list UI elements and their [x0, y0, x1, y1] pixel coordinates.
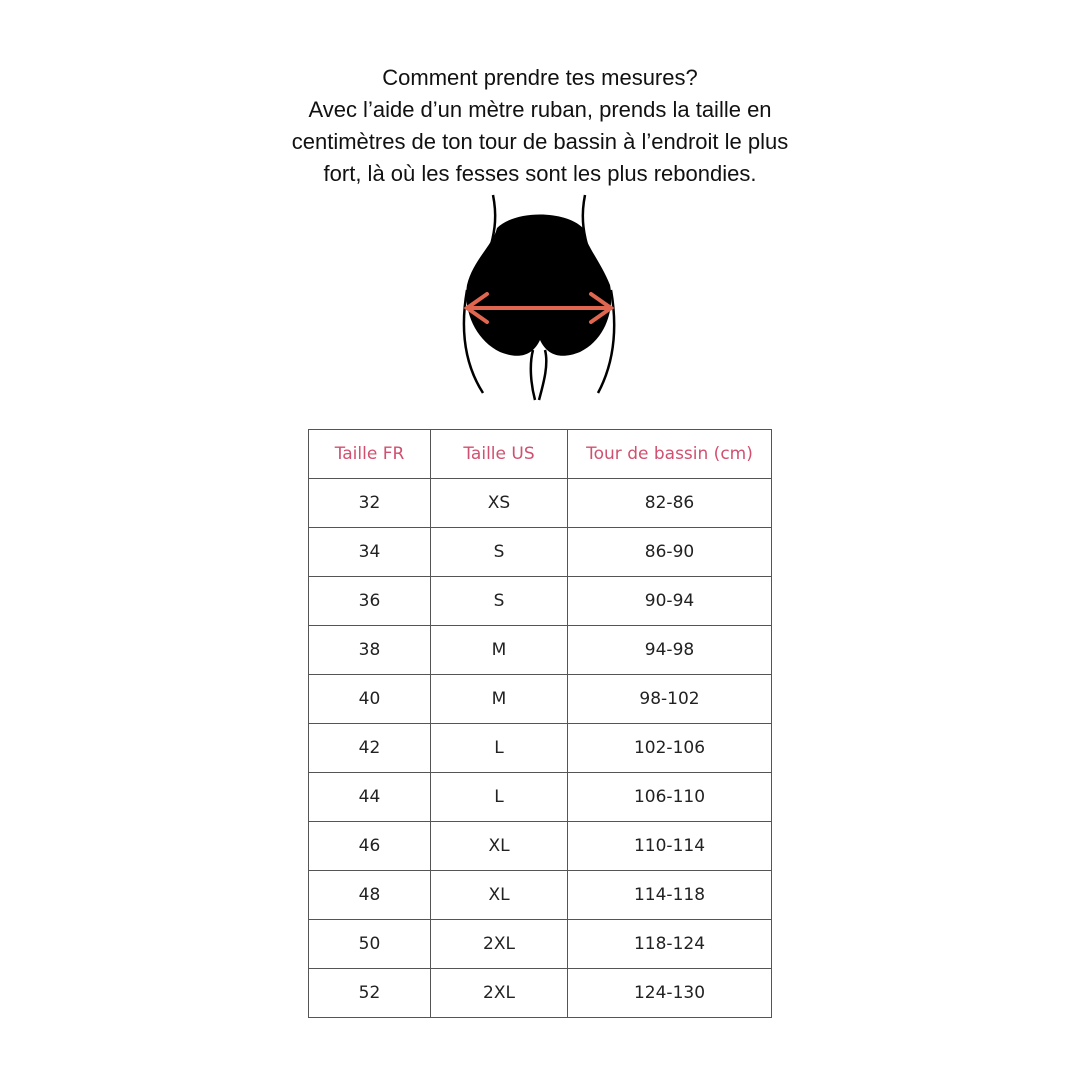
table-row: [309, 920, 772, 969]
cell-taille-us: XS: [431, 479, 568, 528]
table-row: [309, 479, 772, 528]
cell-taille-us: L: [431, 724, 568, 773]
cell-taille-fr: 34: [309, 528, 431, 577]
cell-tour-de-bassin: 86-90: [568, 528, 772, 577]
instructions-line: centimètres de ton tour de bassin à l’endroit le plus: [291, 129, 789, 154]
header-taille-fr: Taille FR: [309, 430, 431, 479]
hip-measurement-figure: [455, 190, 625, 405]
cell-tour-de-bassin: 102-106: [568, 724, 772, 773]
cell-taille-fr: 36: [309, 577, 431, 626]
cell-tour-de-bassin: 82-86: [568, 479, 772, 528]
cell-taille-fr: 48: [309, 871, 431, 920]
cell-taille-fr: 52: [309, 969, 431, 1018]
cell-taille-fr: 46: [309, 822, 431, 871]
table-row: [309, 773, 772, 822]
cell-tour-de-bassin: 94-98: [568, 626, 772, 675]
table-row: [309, 724, 772, 773]
table-row: [309, 528, 772, 577]
instructions-line: fort, là où les fesses sont les plus rebondies.: [323, 161, 757, 186]
cell-taille-fr: 42: [309, 724, 431, 773]
cell-taille-us: S: [431, 528, 568, 577]
cell-taille-us: XL: [431, 822, 568, 871]
cell-tour-de-bassin: 110-114: [568, 822, 772, 871]
instructions-title: Comment prendre tes mesures?: [382, 65, 698, 90]
table-header-row: [309, 430, 772, 479]
cell-tour-de-bassin: 106-110: [568, 773, 772, 822]
table-row: [309, 969, 772, 1018]
cell-taille-fr: 32: [309, 479, 431, 528]
cell-tour-de-bassin: 98-102: [568, 675, 772, 724]
cell-tour-de-bassin: 90-94: [568, 577, 772, 626]
table-row: [309, 675, 772, 724]
table-row: [309, 626, 772, 675]
cell-taille-us: 2XL: [431, 969, 568, 1018]
cell-taille-us: M: [431, 675, 568, 724]
cell-taille-us: XL: [431, 871, 568, 920]
instructions-line: Avec l’aide d’un mètre ruban, prends la taille en: [308, 97, 772, 122]
cell-taille-fr: 50: [309, 920, 431, 969]
cell-taille-us: 2XL: [431, 920, 568, 969]
measurement-instructions: [240, 62, 840, 190]
header-taille-us: Taille US: [431, 430, 568, 479]
table-row: [309, 871, 772, 920]
cell-tour-de-bassin: 124-130: [568, 969, 772, 1018]
cell-taille-us: M: [431, 626, 568, 675]
size-chart-table: [308, 429, 772, 1018]
cell-tour-de-bassin: 114-118: [568, 871, 772, 920]
cell-taille-fr: 44: [309, 773, 431, 822]
cell-tour-de-bassin: 118-124: [568, 920, 772, 969]
header-tour-de-bassin: Tour de bassin (cm): [568, 430, 772, 479]
cell-taille-fr: 38: [309, 626, 431, 675]
cell-taille-us: S: [431, 577, 568, 626]
table-row: [309, 577, 772, 626]
hip-measurement-silhouette-icon: [455, 190, 625, 405]
cell-taille-fr: 40: [309, 675, 431, 724]
cell-taille-us: L: [431, 773, 568, 822]
table-row: [309, 822, 772, 871]
